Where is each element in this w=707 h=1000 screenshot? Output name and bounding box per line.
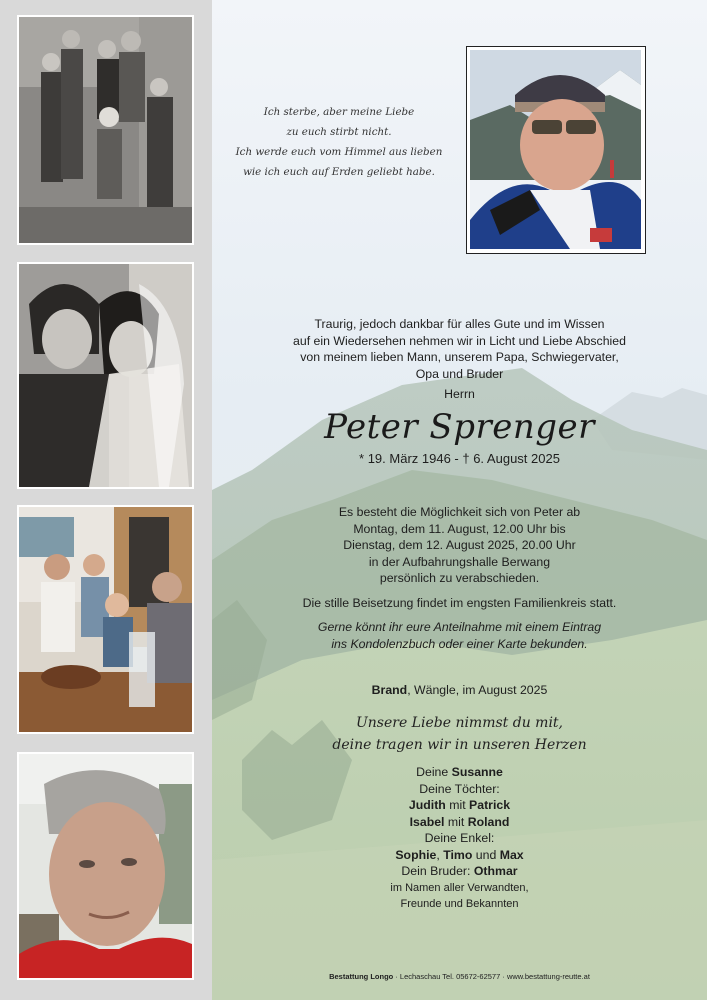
wife-name: Susanne bbox=[451, 765, 503, 779]
condolence-line: Gerne könnt ihr eure Anteilnahme mit einem Eintrag bbox=[317, 620, 602, 634]
relatives-line: Freunde und Bekannten bbox=[400, 897, 519, 910]
memorial-quote bbox=[232, 102, 446, 182]
viewing-line: persönlich zu verabschieden. bbox=[379, 571, 540, 585]
verse-line: Unsere Liebe nimmst du mit, bbox=[355, 715, 564, 731]
intro-line: von meinem lieben Mann, unserem Papa, Schwiegervater, bbox=[300, 350, 619, 364]
wedding-photo bbox=[17, 262, 194, 489]
verse-line: deine tragen wir in unseren Herzen bbox=[332, 737, 587, 753]
wife-line bbox=[212, 764, 707, 781]
elderly-portrait-photo bbox=[17, 752, 194, 980]
birthday-family-photo bbox=[17, 505, 194, 734]
brother-prefix: Dein Bruder: bbox=[401, 864, 474, 878]
grandchildren-label: Deine Enkel: bbox=[424, 831, 495, 845]
viewing-info bbox=[212, 504, 707, 587]
quote-line: zu euch stirbt nicht. bbox=[286, 126, 392, 138]
quote-line: Ich sterbe, aber meine Liebe bbox=[263, 106, 415, 118]
connector: mit bbox=[445, 798, 470, 812]
grandchildren-line bbox=[212, 847, 707, 864]
condolence-info bbox=[212, 619, 707, 652]
grandchild-name: Sophie bbox=[395, 847, 437, 862]
burial-info bbox=[212, 595, 707, 612]
quote-line: wie ich euch auf Erden geliebt habe. bbox=[243, 166, 435, 178]
intro-line: auf ein Wiedersehen nehmen wir in Licht und Liebe Abschied bbox=[293, 333, 626, 348]
daughter-line bbox=[212, 797, 707, 814]
quote-line: Ich werde euch vom Himmel aus lieben bbox=[235, 146, 443, 158]
daughter-line bbox=[212, 814, 707, 831]
place-date bbox=[212, 682, 707, 698]
separator: , bbox=[436, 847, 444, 862]
partner-name: Roland bbox=[467, 814, 510, 829]
intro-text bbox=[212, 316, 707, 382]
grandchild-name: Timo bbox=[443, 847, 473, 862]
deceased-portrait-photo bbox=[466, 46, 646, 254]
intro-line: Traurig, jedoch dankbar für alles Gute und im Wissen bbox=[314, 317, 605, 331]
daughter-name: Isabel bbox=[409, 814, 445, 829]
family-vintage-photo bbox=[17, 15, 194, 245]
intro-line: Opa und Bruder bbox=[415, 366, 504, 381]
salutation: Herrn bbox=[444, 387, 475, 401]
connector: mit bbox=[444, 814, 468, 829]
partner-name: Patrick bbox=[469, 798, 511, 812]
brother-name: Othmar bbox=[473, 864, 518, 878]
deceased-name: Peter Sprenger bbox=[324, 407, 595, 447]
connector: und bbox=[472, 847, 500, 862]
viewing-line: Montag, dem 11. August, 12.00 Uhr bis bbox=[353, 521, 566, 536]
obituary-text bbox=[212, 316, 707, 912]
place-name: Brand bbox=[371, 683, 408, 697]
viewing-line: in der Aufbahrungshalle Berwang bbox=[368, 554, 551, 569]
grandchild-name: Max bbox=[499, 847, 524, 862]
burial-line: Die stille Beisetzung findet im engsten Familienkreis statt. bbox=[302, 595, 617, 610]
life-dates: * 19. März 1946 - † 6. August 2025 bbox=[359, 451, 560, 466]
condolence-line: ins Kondolenzbuch oder einer Karte bekunden. bbox=[331, 636, 588, 651]
funeral-home-footer bbox=[212, 972, 707, 981]
viewing-line: Es besteht die Möglichkeit sich von Peter ab bbox=[338, 505, 581, 519]
daughters-label: Deine Töchter: bbox=[419, 781, 500, 796]
brother-line bbox=[212, 863, 707, 880]
wife-prefix: Deine bbox=[416, 765, 452, 779]
place-rest: , Wängle, im August 2025 bbox=[407, 683, 548, 697]
closing-verse bbox=[212, 712, 707, 756]
mourners-list bbox=[212, 764, 707, 912]
funeral-home-name: Bestattung Longo bbox=[329, 972, 394, 981]
viewing-line: Dienstag, dem 12. August 2025, 20.00 Uhr bbox=[343, 538, 576, 552]
funeral-home-contact: · Lechaschau Tel. 05672-62577 · www.bestattung-reutte.at bbox=[393, 972, 590, 981]
daughter-name: Judith bbox=[408, 798, 446, 812]
relatives-line: im Namen aller Verwandten, bbox=[390, 881, 529, 894]
